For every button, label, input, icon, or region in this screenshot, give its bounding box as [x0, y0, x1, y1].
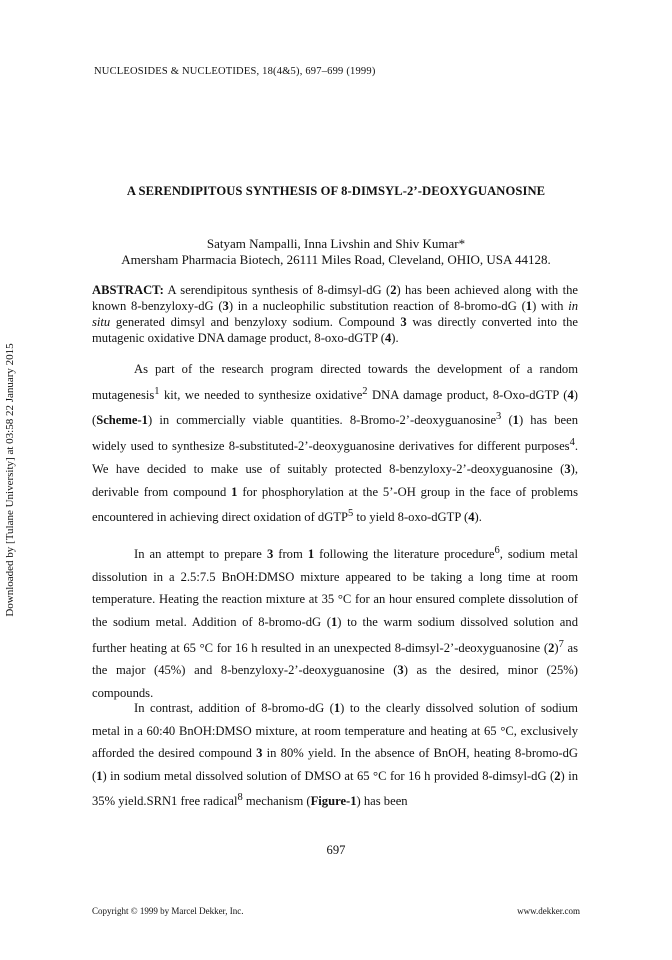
paragraph-text: ( [501, 413, 513, 428]
citation-marker: 2 [362, 385, 368, 397]
compound-ref: 3 [397, 663, 404, 678]
body-paragraph-1 [92, 358, 578, 529]
body-paragraph-2 [92, 540, 578, 705]
compound-ref: 1 [231, 484, 238, 499]
paragraph-text: ). [474, 510, 482, 525]
paragraph-text: . We have decided to make use of suitably protected 8-benzyloxy-2’-deoxyguanosine ( [92, 439, 578, 476]
paragraph-text: ) in commercially viable quantities. 8-Bromo-2’-deoxyguanosine [147, 413, 497, 428]
paragraph-text: ) as the desired, minor (25%) compounds. [92, 663, 578, 700]
download-watermark-text: Downloaded by [Tulane University] at 03:58 22 January 2015 [4, 343, 16, 617]
citation-marker: 3 [496, 411, 502, 423]
article-title: A SERENDIPITOUS SYNTHESIS OF 8-DIMSYL-2’-DEOXYGUANOSINE [126, 184, 546, 198]
paragraph-text: In an attempt to prepare [134, 547, 267, 562]
compound-ref: 4 [468, 510, 475, 525]
paragraph-text: As part of the research program directed towards the development of a random mutagenesis [92, 362, 578, 402]
paragraph-text: ) in sodium metal dissolved solution of DMSO at 65 °C for 16 h provided 8-dimsyl-dG ( [102, 768, 555, 783]
compound-ref: 3 [222, 299, 229, 313]
citation-marker: 8 [237, 792, 243, 804]
paragraph-text: kit, we needed to synthesize oxidative [159, 387, 363, 402]
paragraph-text: In contrast, addition of 8-bromo-dG ( [134, 701, 334, 715]
compound-ref: 1 [307, 547, 315, 562]
paragraph-text: for phosphorylation at the 5’-OH group in the face of problems encountered in achieving direct oxidation of dGTP [92, 484, 579, 525]
abstract-text: ) in a nucleophilic substitution reaction of 8-bromo-dG ( [228, 299, 526, 313]
abstract-text: generated dimsyl and benzyloxy sodium. Compound [110, 315, 401, 329]
body-paragraph-3 [92, 697, 578, 813]
scheme-ref: Scheme-1 [96, 413, 148, 428]
citation-marker: 5 [348, 508, 354, 520]
compound-ref: 4 [567, 387, 574, 402]
figure-ref: Figure-1 [310, 794, 357, 809]
abstract-label: ABSTRACT: [92, 283, 164, 297]
journal-citation: NUCLEOSIDES & NUCLEOTIDES, 18(4&5), 697–699 (1999) [94, 66, 376, 77]
compound-ref: 3 [256, 746, 263, 761]
publisher-website: www.dekker.com [517, 906, 580, 916]
in-situ-term: in situ [92, 299, 578, 329]
abstract-text: ). [391, 331, 399, 345]
compound-ref: 3 [266, 547, 274, 562]
compound-ref: 1 [512, 413, 519, 428]
paragraph-text: mechanism ( [242, 794, 311, 809]
paragraph-text: ) has been [356, 794, 408, 809]
author-list: Satyam Nampalli, Inna Livshin and Shiv Kumar* [206, 236, 466, 251]
paragraph-text: in 80% yield. In the absence of BnOH, heating 8-bromo-dG ( [92, 746, 579, 783]
affiliation: Amersham Pharmacia Biotech, 26111 Miles Road, Cleveland, OHIO, USA 44128. [121, 252, 551, 267]
paragraph-text: to yield 8-oxo-dGTP ( [353, 510, 469, 525]
abstract-text: A serendipitous synthesis of 8-dimsyl-dG ( [163, 283, 391, 297]
abstract [92, 282, 578, 346]
paragraph-text: DNA damage product, 8-Oxo-dGTP ( [367, 387, 568, 402]
compound-ref: 1 [330, 614, 338, 629]
paragraph-text: as the major (45%) and 8-benzyloxy-2’-deoxyguanosine ( [92, 640, 579, 678]
citation-marker: 4 [569, 437, 575, 449]
paragraph-text: from [273, 547, 308, 562]
citation-marker: 6 [494, 545, 500, 556]
citation-marker: 7 [558, 638, 564, 650]
compound-ref: 1 [333, 701, 341, 715]
copyright-notice: Copyright © 1999 by Marcel Dekker, Inc. [92, 906, 244, 916]
paragraph-text: following the literature procedure [314, 547, 495, 562]
abstract-text: was directly converted into the mutagenic oxidative DNA damage product, 8-oxo-dGTP ( [92, 315, 579, 345]
paragraph-text: ), derivable from compound [92, 461, 578, 499]
compound-ref: 1 [525, 299, 533, 313]
compound-ref: 1 [96, 768, 103, 783]
paragraph-text: ) ( [92, 387, 578, 428]
paragraph-text: ) has been widely used to synthesize 8-substituted-2’-deoxyguanosine derivatives for different purposes [92, 413, 579, 454]
paragraph-text: ) to the clearly dissolved solution of sodium metal in a 60:40 BnOH:DMSO mixture, at room temperature and heating at 65 °C, exclusively afforded the desired compound [92, 701, 578, 761]
compound-ref: 3 [564, 461, 571, 476]
page-number: 697 [326, 843, 346, 857]
compound-ref: 3 [400, 315, 407, 329]
abstract-text: ) with [532, 299, 569, 313]
paragraph-text: ) in 35% yield.SRN1 free radical [92, 768, 578, 809]
abstract-text: ) has been achieved along with the known 8-benzyloxy-dG ( [92, 283, 578, 313]
citation-marker: 1 [154, 385, 160, 397]
compound-ref: 2 [554, 768, 561, 783]
compound-ref: 2 [548, 640, 555, 655]
paragraph-text: ) [554, 640, 559, 655]
compound-ref: 4 [384, 331, 392, 345]
paragraph-text: ) to the warm sodium dissolved solution and further heating at 65 °C for 16 h resulted in an unexpected 8-dimsyl-2’-deoxyguanosine ( [92, 614, 578, 655]
paragraph-text: , sodium metal dissolution in a 2.5:7.5 BnOH:DMSO mixture appeared to be taking a long time at room temperature. Heating the reaction mixture at 35 °C for an hour ensured complete dissolution of the sodium metal. Addition of 8-bromo-dG ( [92, 547, 579, 629]
compound-ref: 2 [390, 283, 397, 297]
